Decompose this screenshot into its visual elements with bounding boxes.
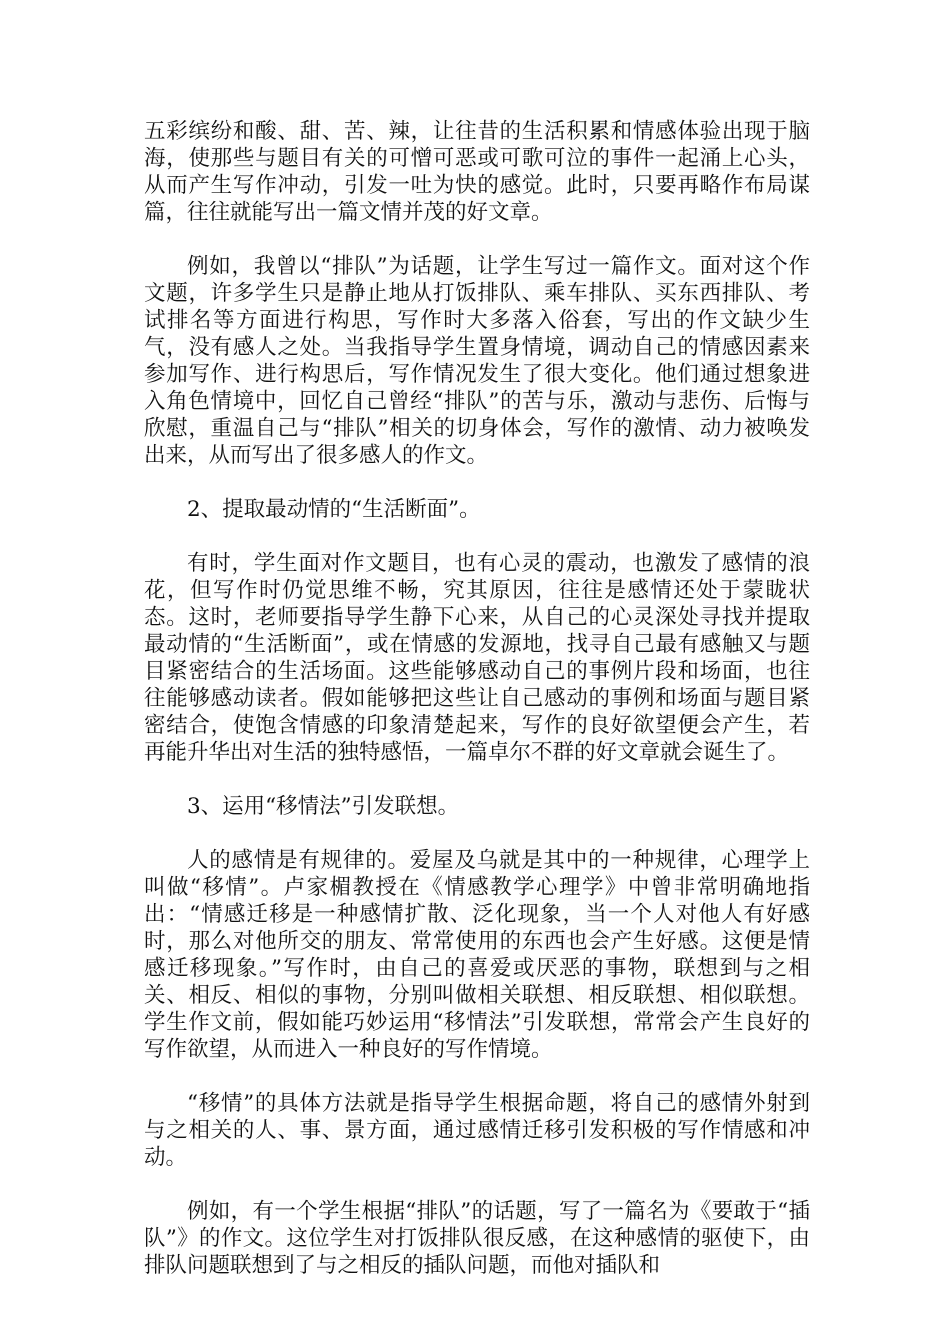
paragraph-continuation: 五彩缤纷和酸、甜、苦、辣，让往昔的生活积累和情感体验出现于脑海，使那些与题目有关的可憎可恶或可歌可泣的事件一起涌上心头，从而产生写作冲动，引发一吐为快的感觉。此时，只要再略作布局谋篇，往往就能写出一篇文情并茂的好文章。 [144,119,810,225]
paragraph-example-jump-queue: 例如，有一个学生根据“排队”的话题，写了一篇名为《要敢于“插队”》的作文。这位学生对打饭排队很反感，在这种感情的驱使下，由排队问题联想到了与之相反的插队问题，而他对插队和 [144,1199,810,1278]
paragraph-empathy-rule: 人的感情是有规律的。爱屋及乌就是其中的一种规律，心理学上叫做“移情”。卢家楣教授在《情感教学心理学》中曾非常明确地指出：“情感迁移是一种感情扩散、泛化现象，当一个人对他人有好感时，那么对他所交的朋友、常常使用的东西也会产生好感。这便是情感迁移现象。”写作时，由自己的喜爱或厌恶的事物，联想到与之相关、相反、相似的事物，分别叫做相关联想、相反联想、相似联想。学生作文前，假如能巧妙运用“移情法”引发联想，常常会产生良好的写作欲望，从而进入一种良好的写作情境。 [144,848,810,1062]
document-page [144,118,810,1306]
section-heading-2: 2、提取最动情的“生活断面”。 [187,497,481,522]
paragraph-life-section: 有时，学生面对作文题目，也有心灵的震动，也激发了感情的浪花，但写作时仍觉思维不畅，究其原因，往往是感情还处于蒙眬状态。这时，老师要指导学生静下心来，从自己的心灵深处寻找并提取最动情的“生活断面”，或在情感的发源地，找寻自己最有感触又与题目紧密结合的生活场面。这些能够感动自己的事例片段和场面，也往往能够感动读者。假如能够把这些让自己感动的事例和场面与题目紧密结合，使饱含情感的印象清楚起来，写作的良好欲望便会产生，若再能升华出对生活的独特感悟，一篇卓尔不群的好文章就会诞生了。 [144,551,810,765]
section-heading-3: 3、运用“移情法”引发联想。 [187,794,460,819]
paragraph-example-queue: 例如，我曾以“排队”为话题，让学生写过一篇作文。面对这个作文题，许多学生只是静止地从打饭排队、乘车排队、买东西排队、考试排名等方面进行构思，写作时大多落入俗套，写出的作文缺少生气，没有感人之处。当我指导学生置身情境，调动自己的情感因素来参加写作、进行构思后，写作情况发生了很大变化。他们通过想象进入角色情境中，回忆自己曾经“排队”的苦与乐，激动与悲伤、后悔与欣慰，重温自己与“排队”相关的切身体会，写作的激情、动力被唤发出来，从而写出了很多感人的作文。 [144,254,810,468]
paragraph-empathy-method: “移情”的具体方法就是指导学生根据命题，将自己的感情外射到与之相关的人、事、景方面，通过感情迁移引发积极的写作情感和冲动。 [144,1091,810,1170]
